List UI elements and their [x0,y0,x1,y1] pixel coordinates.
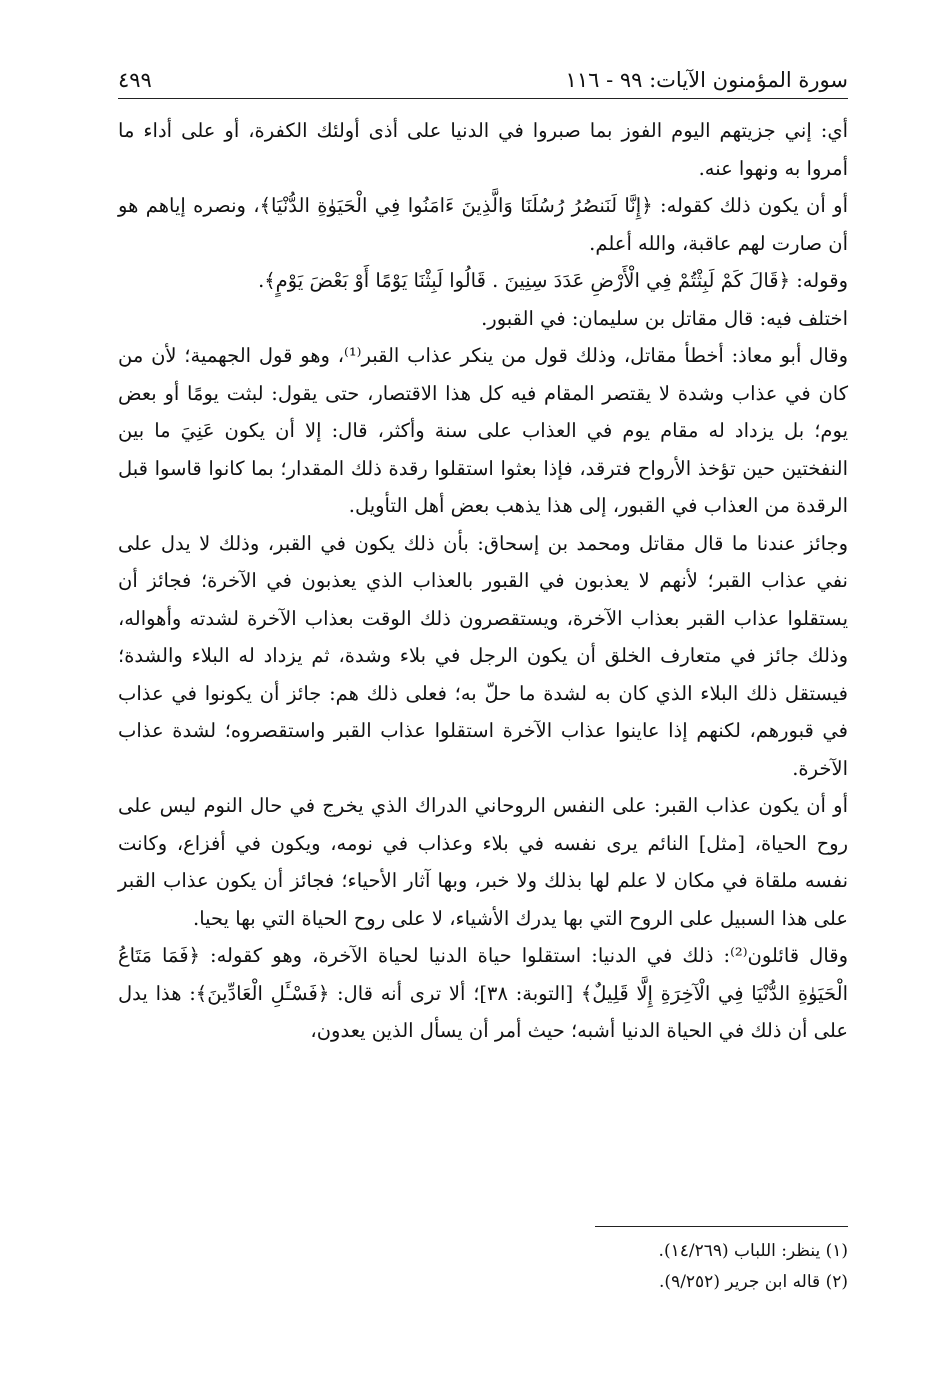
paragraph: أو أن يكون عذاب القبر: على النفس الروحاني الدراك الذي يخرج في حال النوم ليس على روح الحياة، [مثل] النائم يرى نفسه في بلاء وعذاب في نومه، ويكون في أفزاع، وكانت نفسه ملقاة في مكان لا علم لها بذلك ولا خبر، وبها آثار الأحياء؛ فجائز أن يكون عذاب القبر على هذا السبيل على الروح التي بها يدرك الأشياء، لا على روح الحياة التي بها يحيا. [118,794,848,930]
footnote: (٢) قاله ابن جرير (٩/٢٥٢). [659,1272,848,1292]
paragraph: اختلف فيه: قال مقاتل بن سليمان: في القبور. [481,306,848,330]
page-number: ٤٩٩ [118,68,152,92]
running-header [118,58,848,99]
paragraph: وجائز عندنا ما قال مقاتل ومحمد بن إسحاق: بأن ذلك يكون في القبر، وذلك لا يدل على نفي عذاب القبر؛ لأنهم لا يعذبون في القبور بالعذاب الذي يعذبون في الآخرة؛ فجائز أن يستقلوا عذاب القبر بعذاب الآخرة، ويستقصرون ذلك الوقت بعذاب الآخرة لشدته وأهواله، وذلك جائز في متعارف الخلق أن يكون الرجل في بلاء وشدة، ثم يزداد له البلاء والشدة؛ فيستقل ذلك البلاء الذي كان به لشدة ما حلّ به؛ فعلى ذلك هم: جائز أن يكونوا في عذاب في قبورهم، لكنهم إذا عاينوا عذاب الآخرة استقلوا عذاب القبر واستقصروه؛ لشدة عذاب الآخرة. [118,531,848,780]
footnote: (١) ينظر: اللباب (١٤/٢٦٩). [658,1241,848,1261]
footnotes [118,1236,848,1298]
paragraph: وقال قائلون⁽²⁾: ذلك في الدنيا: استقلوا حياة الدنيا لحياة الآخرة، وهو كقوله: ﴿فَمَا مَتَاعُ الْحَيَوٰةِ الدُّنْيَا فِي الْآخِرَةِ إِلَّا قَلِيلٌ﴾ [التوبة: ٣٨]؛ ألا ترى أنه قال: ﴿فَسْـَٔلِ الْعَادِّينَ﴾: هذا يدل على أن ذلك في الحياة الدنيا أشبه؛ حيث أمر أن يسأل الذين يعدون، [118,944,848,1042]
paragraph: وقوله: ﴿قَالَ كَمْ لَبِثْتُمْ فِي الْأَرْضِ عَدَدَ سِنِينَ . قَالُوا لَبِثْنَا يَوْمًا أَوْ بَعْضَ يَوْمٍ﴾. [258,269,848,292]
main-text [118,112,848,1050]
footnote-separator [595,1226,848,1227]
surah-title: سورة المؤمنون الآيات: ٩٩ - ١١٦ [565,68,848,92]
paragraph: أي: إني جزيتهم اليوم الفوز بما صبروا في الدنيا على أذى أولئك الكفرة، أو على أداء ما أمروا به ونهوا عنه. [118,119,848,180]
paragraph: أو أن يكون ذلك كقوله: ﴿إِنَّا لَنَنصُرُ رُسُلَنَا وَالَّذِينَ ءَامَنُوا فِي الْحَيَوٰةِ الدُّنْيَا﴾، ونصره إياهم هو أن صارت لهم عاقبة، والله أعلم. [118,194,848,255]
paragraph: وقال أبو معاذ: أخطأ مقاتل، وذلك قول من ينكر عذاب القبر⁽¹⁾، وهو قول الجهمية؛ لأن من كان في عذاب وشدة لا يقتصر المقام فيه كل هذا الاقتصار، حتى يقول: لبثت يومًا أو بعض يوم؛ بل يزداد له مقام يوم في العذاب على سنة وأكثر، قال: إلا أن يكون عَنِيَ ما بين النفختين حين تؤخذ الأرواح فترقد، فإذا بعثوا استقلوا رقدة ذلك المقدار؛ بما كانوا قاسوا قبل الرقدة من العذاب في القبور، إلى هذا يذهب بعض أهل التأويل. [118,344,849,517]
